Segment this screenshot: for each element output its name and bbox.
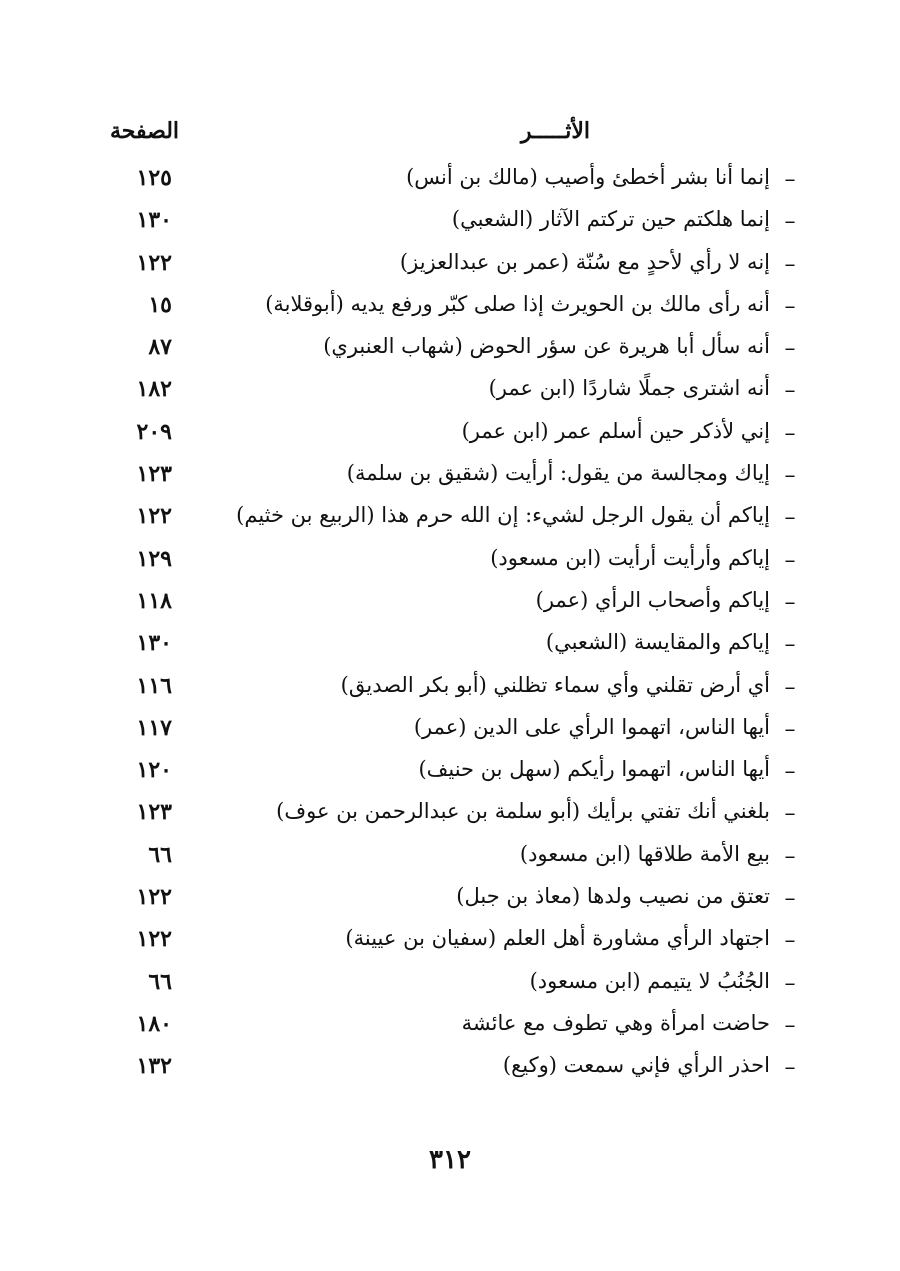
athar-text: أي أرض تقلني وأي سماء تظلني (أبو بكر الصديق) bbox=[340, 672, 770, 697]
index-entry bbox=[100, 840, 800, 882]
index-entry bbox=[100, 501, 800, 543]
page-number: ١٢٣ bbox=[136, 799, 172, 826]
index-entry bbox=[100, 671, 800, 713]
index-header-row bbox=[100, 118, 800, 158]
athar-index-list bbox=[100, 163, 800, 1094]
athar-text: إياكم والمقايسة (الشعبي) bbox=[545, 630, 770, 655]
index-entry bbox=[100, 967, 800, 1009]
page-number: ١٢٠ bbox=[136, 757, 172, 784]
page-number: ١٨٢ bbox=[136, 376, 172, 403]
index-entry bbox=[100, 332, 800, 374]
athar-text: إياك ومجالسة من يقول: أرأيت (شقيق بن سلمة) bbox=[346, 461, 770, 486]
athar-text: أنه سأل أبا هريرة عن سؤر الحوض (شهاب العنبري) bbox=[323, 334, 770, 359]
athar-text: أنه اشترى جملًا شاردًا (ابن عمر) bbox=[488, 376, 770, 401]
page-number: ١٣٢ bbox=[136, 1053, 172, 1080]
entry-dash: – bbox=[784, 167, 796, 192]
athar-text: إنما أنا بشر أخطئ وأصيب (مالك بن أنس) bbox=[406, 165, 770, 189]
entry-dash: – bbox=[784, 1055, 796, 1081]
index-entry bbox=[100, 417, 800, 459]
athar-text: إنه لا رأي لأحدٍ مع سُنّة (عمر بن عبدالعزيز) bbox=[399, 249, 770, 274]
page-number: ١٢٣ bbox=[136, 461, 172, 488]
entry-dash: – bbox=[784, 378, 796, 404]
page-number: ١٣٠ bbox=[136, 207, 172, 234]
page-number: ١٢٢ bbox=[136, 926, 172, 953]
athar-text: احذر الرأي فإني سمعت (وكيع) bbox=[502, 1053, 770, 1078]
page-number: ٨٧ bbox=[148, 334, 172, 361]
page-number: ١٥ bbox=[148, 291, 172, 318]
athar-text: إياكم وأرأيت أرأيت (ابن مسعود) bbox=[490, 545, 770, 570]
athar-column-header: الأثـــــر bbox=[520, 118, 590, 144]
entry-dash: – bbox=[784, 843, 796, 869]
entry-dash: – bbox=[784, 886, 796, 912]
entry-dash: – bbox=[784, 1012, 796, 1038]
index-entry bbox=[100, 1009, 800, 1051]
athar-text: بلغني أنك تفتي برأيك (أبو سلمة بن عبدالرحمن بن عوف) bbox=[276, 799, 770, 824]
index-entry bbox=[100, 713, 800, 755]
entry-dash: – bbox=[784, 632, 796, 658]
page-number: ١٢٢ bbox=[136, 249, 172, 276]
page-number: ١٢٢ bbox=[136, 884, 172, 911]
index-entry bbox=[100, 248, 800, 290]
index-entry bbox=[100, 205, 800, 247]
athar-text: اجتهاد الرأي مشاورة أهل العلم (سفيان بن عيينة) bbox=[345, 926, 770, 951]
index-entry bbox=[100, 586, 800, 628]
page-number: ١٢٥ bbox=[136, 165, 172, 191]
entry-dash: – bbox=[784, 801, 796, 827]
page-number: ٢٠٩ bbox=[136, 418, 172, 445]
entry-dash: – bbox=[784, 420, 796, 446]
page-number: ١٣٠ bbox=[136, 630, 172, 657]
entry-dash: – bbox=[784, 463, 796, 489]
page-number: ١١٧ bbox=[136, 714, 172, 741]
entry-dash: – bbox=[784, 674, 796, 700]
index-entry bbox=[100, 882, 800, 924]
athar-text: إياكم وأصحاب الرأي (عمر) bbox=[535, 587, 770, 612]
athar-text: إني لأذكر حين أسلم عمر (ابن عمر) bbox=[461, 418, 770, 443]
index-entry bbox=[100, 544, 800, 586]
athar-text: أنه رأى مالك بن الحويرث إذا صلى كبّر ورفع يديه (أبوقلابة) bbox=[265, 291, 770, 316]
athar-text: تعتق من نصيب ولدها (معاذ بن جبل) bbox=[456, 884, 770, 909]
index-entry bbox=[100, 459, 800, 501]
entry-dash: – bbox=[784, 928, 796, 954]
page-column-header: الصفحة bbox=[110, 118, 180, 144]
index-entry bbox=[100, 374, 800, 416]
index-entry bbox=[100, 797, 800, 839]
page-number: ١١٦ bbox=[136, 672, 172, 699]
athar-text: إنما هلكتم حين تركتم الآثار (الشعبي) bbox=[451, 207, 770, 232]
page-number: ٦٦ bbox=[148, 968, 172, 995]
index-entry bbox=[100, 290, 800, 332]
athar-text: بيع الأمة طلاقها (ابن مسعود) bbox=[519, 841, 770, 866]
entry-dash: – bbox=[784, 505, 796, 531]
entry-dash: – bbox=[784, 589, 796, 615]
page-number: ١١٨ bbox=[136, 587, 172, 614]
page-number: ١٢٩ bbox=[136, 545, 172, 572]
index-entry bbox=[100, 1051, 800, 1093]
athar-text: إياكم أن يقول الرجل لشيء: إن الله حرم هذا (الربيع بن خثيم) bbox=[236, 503, 770, 528]
entry-dash: – bbox=[784, 716, 796, 742]
athar-text: أيها الناس، اتهموا الرأي على الدين (عمر) bbox=[413, 714, 770, 739]
athar-text: الجُنُبُ لا يتيمم (ابن مسعود) bbox=[529, 968, 770, 993]
entry-dash: – bbox=[784, 547, 796, 573]
entry-dash: – bbox=[784, 336, 796, 362]
entry-dash: – bbox=[784, 209, 796, 235]
index-entry bbox=[100, 163, 800, 205]
page-folio-number: ٣١٢ bbox=[429, 1145, 471, 1175]
index-entry bbox=[100, 755, 800, 797]
athar-text: أيها الناس، اتهموا رأيكم (سهل بن حنيف) bbox=[418, 757, 770, 782]
page-number: ٦٦ bbox=[148, 841, 172, 868]
page-number: ١٨٠ bbox=[136, 1010, 172, 1037]
index-entry bbox=[100, 924, 800, 966]
entry-dash: – bbox=[784, 251, 796, 277]
page-number: ١٢٢ bbox=[136, 503, 172, 530]
index-entry bbox=[100, 628, 800, 670]
athar-text: حاضت امرأة وهي تطوف مع عائشة bbox=[461, 1010, 770, 1035]
entry-dash: – bbox=[784, 970, 796, 996]
entry-dash: – bbox=[784, 293, 796, 319]
entry-dash: – bbox=[784, 759, 796, 785]
